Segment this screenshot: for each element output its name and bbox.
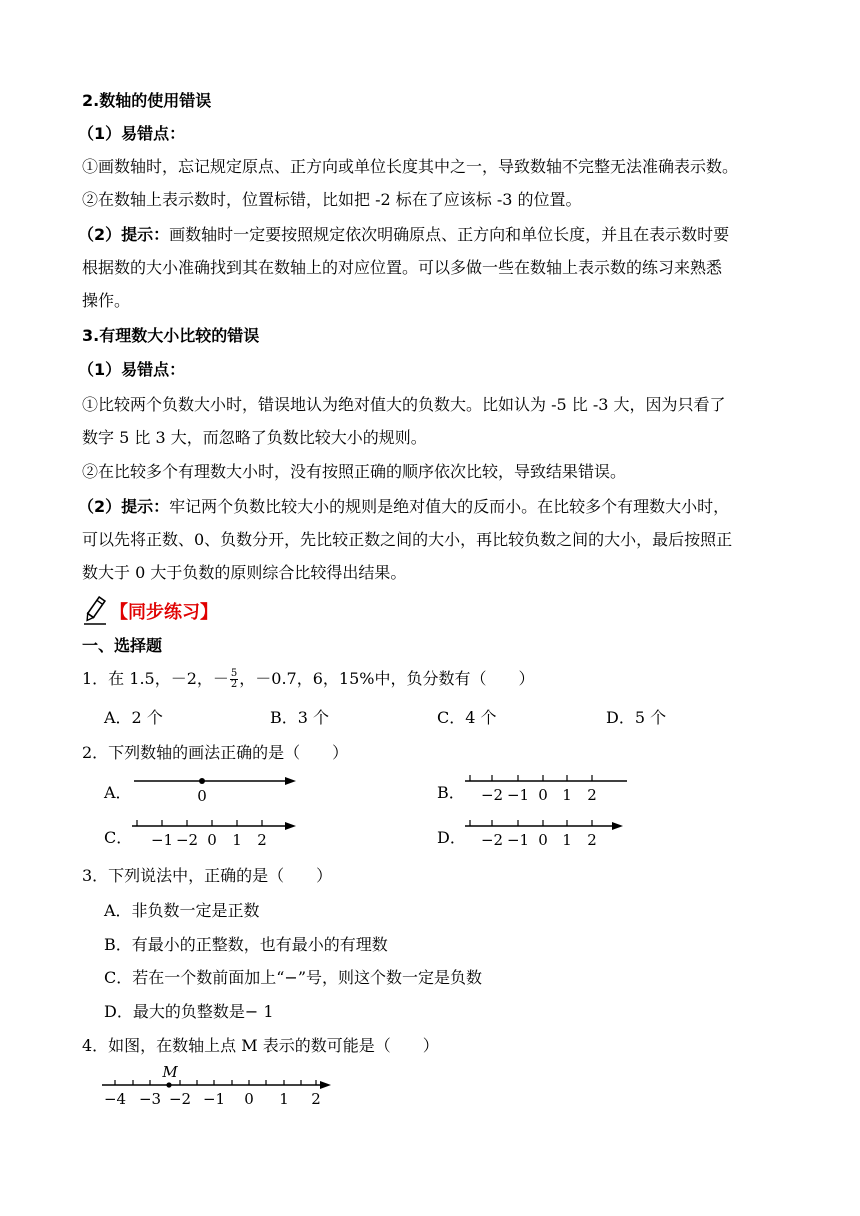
- tick-label: 2: [311, 1090, 321, 1108]
- tick-label: 1: [232, 831, 242, 849]
- question-1-option-c[interactable]: C．4 个: [437, 708, 497, 727]
- fraction: [230, 669, 238, 690]
- tick-label: 1: [562, 831, 572, 849]
- question-1-option-a[interactable]: A．2 个: [104, 708, 163, 727]
- tick-label: −1: [506, 831, 530, 849]
- section-3-error-b: ②在比较多个有理数大小时，没有按照正确的顺序依次比较，导致结果错误。: [82, 462, 627, 481]
- question-2-stem: 2．下列数轴的画法正确的是（ ）: [82, 743, 349, 762]
- question-2-option-a-label[interactable]: A．: [104, 783, 132, 802]
- tick-label: 0: [197, 787, 207, 805]
- practice-banner: [82, 596, 218, 626]
- section-3-tip-line-3: 数大于 0 大于负数的原则综合比较得出结果。: [82, 563, 407, 582]
- tick-label: 1: [562, 786, 572, 804]
- question-2-option-b-number-line: [463, 770, 633, 806]
- arrow-head: [612, 822, 623, 830]
- question-2-option-c-number-line: [130, 815, 300, 851]
- arrow-head: [285, 777, 296, 785]
- question-1-option-d[interactable]: D．5 个: [606, 708, 667, 727]
- tick-label: 0: [207, 831, 217, 849]
- tick-label: −2: [480, 831, 504, 849]
- origin-dot: [199, 778, 205, 784]
- question-3-option-d[interactable]: D．最大的负整数是− 1: [104, 1002, 274, 1021]
- question-2-option-a-number-line: [130, 770, 300, 806]
- tick-label: 2: [587, 831, 597, 849]
- tick-label: 2: [587, 786, 597, 804]
- tick-label: 2: [257, 831, 267, 849]
- arrow-head: [320, 1081, 331, 1089]
- point-m-dot: [166, 1082, 171, 1087]
- question-3-stem: 3．下列说法中，正确的是（ ）: [82, 866, 333, 885]
- pencil-icon: [82, 596, 108, 626]
- section-3-error-label: （1）易错点：: [78, 360, 186, 379]
- fraction-denominator: 2: [230, 679, 238, 690]
- section-2-error-b: ②在数轴上表示数时，位置标错，比如把 -2 标在了应该标 -3 的位置。: [82, 190, 582, 209]
- question-1-stem: [82, 668, 534, 690]
- part-1-title: 一、选择题: [82, 636, 163, 655]
- section-2-tip: [78, 224, 729, 246]
- section-2-error-a: ①画数轴时，忘记规定原点、正方向或单位长度其中之一，导致数轴不完整无法准确表示数。: [82, 157, 739, 176]
- question-4-stem: 4．如图，在数轴上点 M 表示的数可能是（ ）: [82, 1036, 439, 1055]
- question-4-number-line: [100, 1064, 340, 1110]
- section-3-tip: [78, 496, 729, 518]
- section-2-error-label: （1）易错点：: [78, 124, 186, 143]
- question-3-option-b[interactable]: B．有最小的正整数，也有最小的有理数: [104, 935, 388, 954]
- tick-label: 0: [538, 786, 548, 804]
- section-2-tip-label: （2）提示：: [78, 225, 170, 244]
- tick-label: −2: [175, 831, 199, 849]
- point-m-label: M: [162, 1064, 178, 1081]
- tick-group: [470, 775, 592, 781]
- section-2-tip-line-2: 根据数的大小准确找到其在数轴上的对应位置。可以多做一些在数轴上表示数的练习来熟悉: [82, 258, 723, 277]
- question-1-stem-pre: 1．在 1.5，－2，－: [82, 669, 229, 688]
- tick-label: 0: [244, 1090, 254, 1108]
- question-2-option-b-label[interactable]: B．: [437, 783, 465, 802]
- question-3-option-c[interactable]: C．若在一个数前面加上“−”号，则这个数一定是负数: [104, 968, 483, 987]
- section-3-error-a-line-1: ①比较两个负数大小时，错误地认为绝对值大的负数大。比如认为 -5 比 -3 大，因为只看了: [82, 395, 726, 414]
- tick-label: −2: [480, 786, 504, 804]
- question-2-option-c-label[interactable]: C．: [104, 828, 133, 847]
- question-2-option-d-label[interactable]: D．: [437, 828, 466, 847]
- tick-label: −1: [506, 786, 530, 804]
- question-1-stem-post: ，－0.7，6，15%中，负分数有（ ）: [239, 669, 535, 688]
- arrow-head: [285, 822, 296, 830]
- section-2-tip-line-3: 操作。: [82, 291, 131, 310]
- tick-label: −4: [103, 1090, 127, 1108]
- tick-label: 0: [538, 831, 548, 849]
- tick-label: −1: [202, 1090, 226, 1108]
- question-3-option-a[interactable]: A．非负数一定是正数: [104, 901, 260, 920]
- tick-label: −2: [168, 1090, 192, 1108]
- section-3-error-a-line-2: 数字 5 比 3 大，而忽略了负数比较大小的规则。: [82, 428, 427, 447]
- section-3-tip-line-2: 可以先将正数、0、负数分开，先比较正数之间的大小，再比较负数之间的大小，最后按照正: [82, 530, 733, 549]
- practice-banner-text: 【同步练习】: [110, 602, 218, 623]
- tick-label: 1: [279, 1090, 289, 1108]
- section-2-title: 2.数轴的使用错误: [82, 91, 212, 110]
- fraction-numerator: 5: [230, 668, 238, 679]
- tick-label: −1: [150, 831, 174, 849]
- tick-label: −3: [138, 1090, 162, 1108]
- section-3-tip-line-1: 牢记两个负数比较大小的规则是绝对值大的反而小。在比较多个有理数大小时，: [169, 497, 730, 516]
- section-3-tip-label: （2）提示：: [78, 497, 170, 516]
- section-2-tip-line-1: 画数轴时一定要按照规定依次明确原点、正方向和单位长度，并且在表示数时要: [169, 225, 730, 244]
- section-3-title: 3.有理数大小比较的错误: [82, 326, 260, 345]
- question-1-option-b[interactable]: B．3 个: [270, 708, 330, 727]
- question-2-option-d-number-line: [463, 815, 633, 851]
